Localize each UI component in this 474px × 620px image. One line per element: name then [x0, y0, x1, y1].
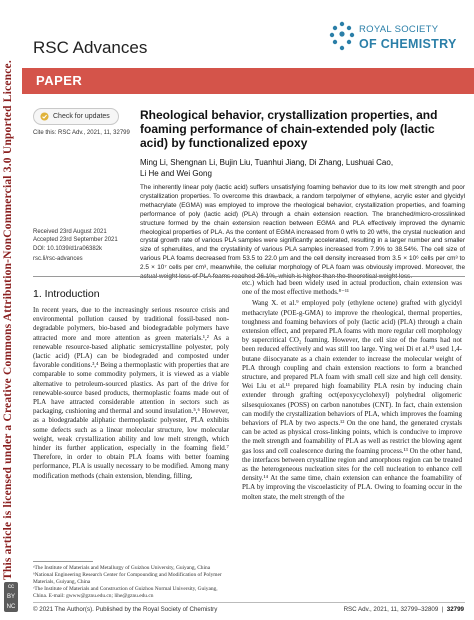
intro-paragraph: In recent years, due to the increasingly serious resource crisis and environmental pollution caused by traditional fossil-based non-degradable polymers, bio-based and biodegradable polymers have attracted more and more attention as green materials.¹,² As a renewable resource-based aliphatic semicrystalline polyester, poly (lactic acid) (PLA) can be biodegraded and composted under favorable conditions.³,⁴ Being a thermoplastic with properties that are comparable to some commodity polymers, it is viewed as a viable alternative to petroleum-sourced plastics. As part of the drive for renewable-source based products, thermoplastic foams made out of PLA have attracted considerable attention in sectors such as packaging, cushioning and thermal and sound insulation.⁵,⁶ However, as a biodegradable aliphatic thermoplastic polyester, PLA exhibits some defects such as a linear molecular structure, low molecular weight, weak crystallization ability and low melt strength, which hinder its further application, especially in the foaming field.⁷ Therefore, in order to obtain PLA foams with better foaming performance, PLA is usually necessary to be modified. Among many modification methods (chain extension, blending, filling,	[33, 306, 229, 480]
rsc-crest-icon	[329, 20, 355, 54]
cc-license-icon: cc BY NC	[4, 582, 18, 612]
affiliation-b: ᵇNational Engineering Research Center for Compounding and Modification of Polymer Materials, Guiyang, China	[33, 572, 222, 585]
check-updates-icon	[40, 112, 49, 121]
affiliations	[33, 565, 229, 600]
section-divider	[33, 276, 465, 277]
footer-divider	[33, 602, 465, 603]
received-date: Received 23rd August 2021	[33, 229, 107, 235]
section-heading-introduction: 1. Introduction	[33, 288, 100, 300]
check-updates-label: Check for updates	[53, 113, 110, 120]
license-sidebar	[0, 0, 22, 620]
affiliation-c: ᶜThe Institute of Materials and Construction of Guizhou Normal University, Guiyang, China. E-mail: gwww@gznu.edu.cn; lihe@gznu.edu.cn	[33, 586, 218, 599]
article-type-banner	[22, 68, 474, 94]
page-number: 32799	[446, 606, 464, 613]
column-left	[33, 288, 229, 481]
authors-line-2: Li He and Wei Gong	[140, 168, 212, 178]
journal-link[interactable]: rsc.li/rsc-advances	[33, 256, 83, 262]
accepted-date: Accepted 23rd September 2021	[33, 237, 118, 243]
col2-paragraph-2: Wang X. et al.⁹ employed poly (ethylene octene) grafted with glycidyl methacrylate (POE-g-GMA) to improve the rheological, thermal properties, toughness and foaming behaviors of poly (lactic acid) (PLA) through a chain extension effect, and prepared PLA foams with more regular cell morphology by supercritical CO₂ foaming. However, the cell size of the foams had not been reduced effectively and was still too large. Ying wei Di et al.¹⁰ used 1,4-butane diisocyanate as a chain extender to increase the molecular weight of PLA through coupling and chain extension reactions to form a branched structure, and prepared PLA foam with small cell size and high cell density. Wei Liu et al.¹¹ prepared high foamability PLA resin by inducing chain extender through grafting oct(epoxycyclohexyl) polyhedral oligomeric silsesquioxanes (POSS) on carbon nanotubes (CNT). In fact, chain extension can modify the crystallization behaviors of PLA, which improves the foaming behaviors of PLA by two aspects.¹² On the one hand, the generated crystals can be acted as physical cross-linking points, which is conducive to improve the melt strength and foamability of PLA as well as restrict the blowing agent gas loss and cell coalescence during the foaming process.¹³ On the other hand, the interfaces between crystalline region and amorphous region can be treated as the heterogeneous nucleation sites for the cell nucleation to enhance cell density.¹⁴ At the same time, chain extension can enhance the foamability of PLA by improving the viscoelasticity of PLA. Owing to foaming occur in the molten state, the melt strength of the	[242, 299, 462, 501]
article-type-label: PAPER	[36, 73, 83, 88]
check-for-updates-button[interactable]	[33, 108, 119, 125]
journal-title: RSC Advances	[33, 38, 148, 57]
footer-citation: RSC Adv., 2021, 11, 32799–32809 | 32799	[343, 606, 464, 613]
affiliation-divider	[33, 561, 93, 562]
publisher-name-line2: OF CHEMISTRY	[359, 37, 457, 51]
publisher-logo	[329, 18, 457, 58]
abstract: The inherently linear poly (lactic acid) suffers unsatisfying foaming behavior due to its low melt strength and poor crystallization properties. To overcome this drawback, a random terpolymer of ethylene, acrylic ester and glycidyl methacrylate (EGMA) was employed to improve the rheological behavior, crystallization properties, and foaming performance of poly (lactic acid) (PLA) through a chain extension reaction. The branched/micro-crosslinked structure formed by the chain extension reaction between EGMA and PLA effectively improved the dynamic rheological properties of PLA. As the content of EGMA increased from 0 wt% to 20 wt%, the crystal nucleation and crystal growth rate of various PLA samples were significantly accelerated, resulting in a larger number and smaller size of spherulites, and the crystallinity of various PLA samples increased from 7.9% to 38.54%. The cell size of various PLA foams decreased from 53.5 to 22.0 μm and the cell density increased from 3.5 × 10⁶ cells per cm³ to 2.5 × 10⁷ cells per cm³, meanwhile, the cellular morphology of PLA foam was obviously improved. Moreover, the	[140, 184, 465, 272]
article-title: Rheological behavior, crystallization properties, and foaming performance of chain-extended poly (lactic acid) by functionalized epoxy	[140, 108, 438, 150]
footer-citation-text: RSC Adv., 2021, 11, 32799–32809	[343, 606, 439, 613]
affiliation-a: ᵃThe Institute of Materials and Metallurgy of Guizhou University, Guiyang, China	[33, 565, 211, 571]
footer-copyright: © 2021 The Author(s). Published by the Royal Society of Chemistry	[33, 606, 218, 613]
citation: Cite this: RSC Adv., 2021, 11, 32799	[33, 130, 130, 136]
received-dates	[33, 228, 118, 244]
col2-paragraph-1: etc.) which had been widely used in actual production, chain extension was one of the most effective methods.⁸⁻¹¹	[242, 279, 462, 297]
publisher-name-line1: ROYAL SOCIETY	[359, 24, 439, 35]
doi-link[interactable]: DOI: 10.1039/d1ra06382k	[33, 246, 103, 252]
license-text: This article is licensed under a Creative Commons Attribution-NonCommercial 3.0 Unported Licence.	[2, 60, 14, 580]
author-list	[140, 158, 470, 179]
column-right	[242, 279, 462, 502]
authors-line-1: Ming Li, Shengnan Li, Bujin Liu, Tuanhui Jiang, Di Zhang, Lushuai Cao,	[140, 158, 394, 167]
